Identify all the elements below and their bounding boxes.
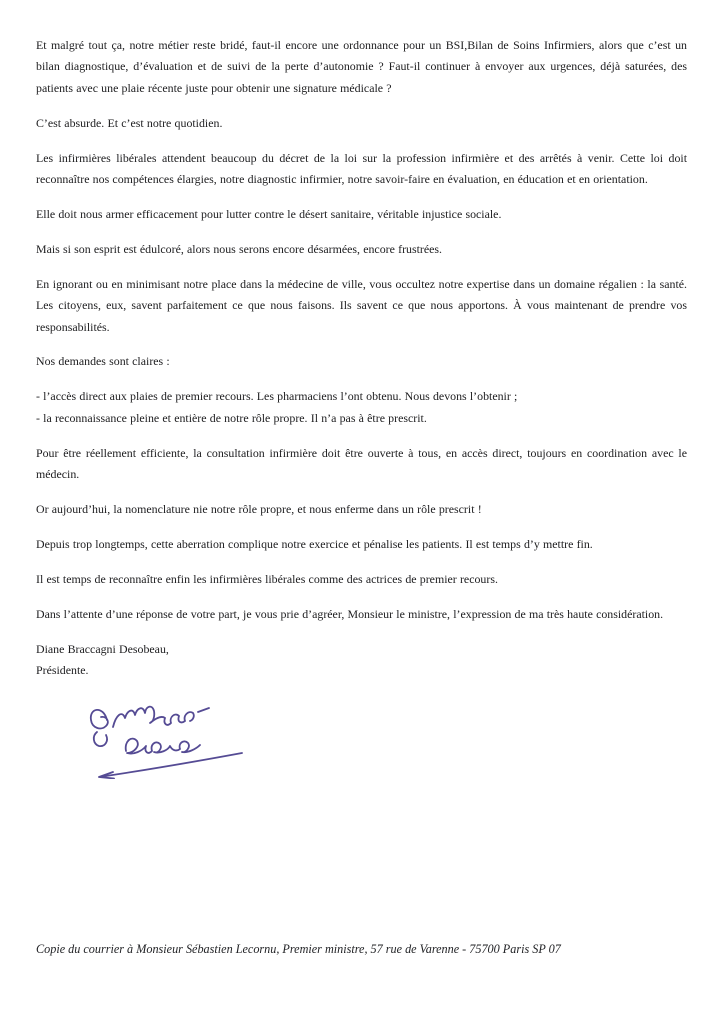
letter-paragraph: Et malgré tout ça, notre métier reste bridé, faut-il encore une ordonnance pour un BSI,Bilan de Soins Infirmiers, alors que c’est un bilan diagnostique, d’évaluation et de suivi de la perte d’autonomie ? Faut-il continuer à envoyer aux urgences, déjà saturées, des patients avec une plaie récente juste pour obtenir une signature médicale ? bbox=[36, 38, 687, 95]
letter-paragraph: Il est temps de reconnaître enfin les infirmières libérales comme des actrices de premier recours. bbox=[36, 571, 498, 586]
signer-name: Diane Braccagni Desobeau, bbox=[36, 641, 169, 656]
demand-item: - l’accès direct aux plaies de premier recours. Les pharmaciens l’ont obtenu. Nous devons l’obtenir ; bbox=[36, 389, 518, 404]
letter-paragraph: Les infirmières libérales attendent beaucoup du décret de la loi sur la profession infirmière et des arrêtés à venir. Cette loi doit reconnaître nos compétences élargies, notre diagnostic infirmier, notre savoir-faire en évaluation, en éducation et en orientation. bbox=[36, 150, 687, 187]
letter-paragraph: Elle doit nous armer efficacement pour lutter contre le désert sanitaire, véritable injustice sociale. bbox=[36, 206, 502, 221]
handwritten-signature-icon bbox=[82, 693, 257, 779]
letter-paragraph: Depuis trop longtemps, cette aberration complique notre exercice et pénalise les patients. Il est temps d’y mettre fin. bbox=[36, 536, 593, 551]
letter-paragraph: Pour être réellement efficiente, la consultation infirmière doit être ouverte à tous, en accès direct, toujours en coordination avec le médecin. bbox=[36, 445, 687, 482]
letter-paragraph: C’est absurde. Et c’est notre quotidien. bbox=[36, 115, 223, 130]
letter-paragraph: Mais si son esprit est édulcoré, alors nous serons encore désarmées, encore frustrées. bbox=[36, 241, 443, 256]
letter-paragraph: Or aujourd’hui, la nomenclature nie notre rôle propre, et nous enferme dans un rôle prescrit ! bbox=[36, 502, 482, 516]
signature-block bbox=[36, 639, 687, 682]
letter-body bbox=[36, 35, 687, 779]
demands-intro: Nos demandes sont claires : bbox=[36, 354, 170, 369]
letter-paragraph: En ignorant ou en minimisant notre place dans la médecine de ville, vous occultez notre expertise dans un domaine régalien : la santé. Les citoyens, eux, savent parfaitement ce que nous faisons. Ils savent ce que nous apportons. À vous maintenant de prendre vos responsabilités. bbox=[36, 276, 687, 334]
signature-image bbox=[82, 693, 257, 779]
demands-list bbox=[36, 386, 687, 429]
closing-salutation: Dans l’attente d’une réponse de votre part, je vous prie d’agréer, Monsieur le ministre, l’expression de ma très haute considération. bbox=[36, 606, 664, 621]
signer-title: Présidente. bbox=[36, 663, 89, 678]
demand-item: - la reconnaissance pleine et entière de notre rôle propre. Il n’a pas à être prescrit. bbox=[36, 410, 427, 425]
copy-note: Copie du courrier à Monsieur Sébastien Lecornu, Premier ministre, 57 rue de Varenne - 75700 Paris SP 07 bbox=[36, 942, 561, 957]
